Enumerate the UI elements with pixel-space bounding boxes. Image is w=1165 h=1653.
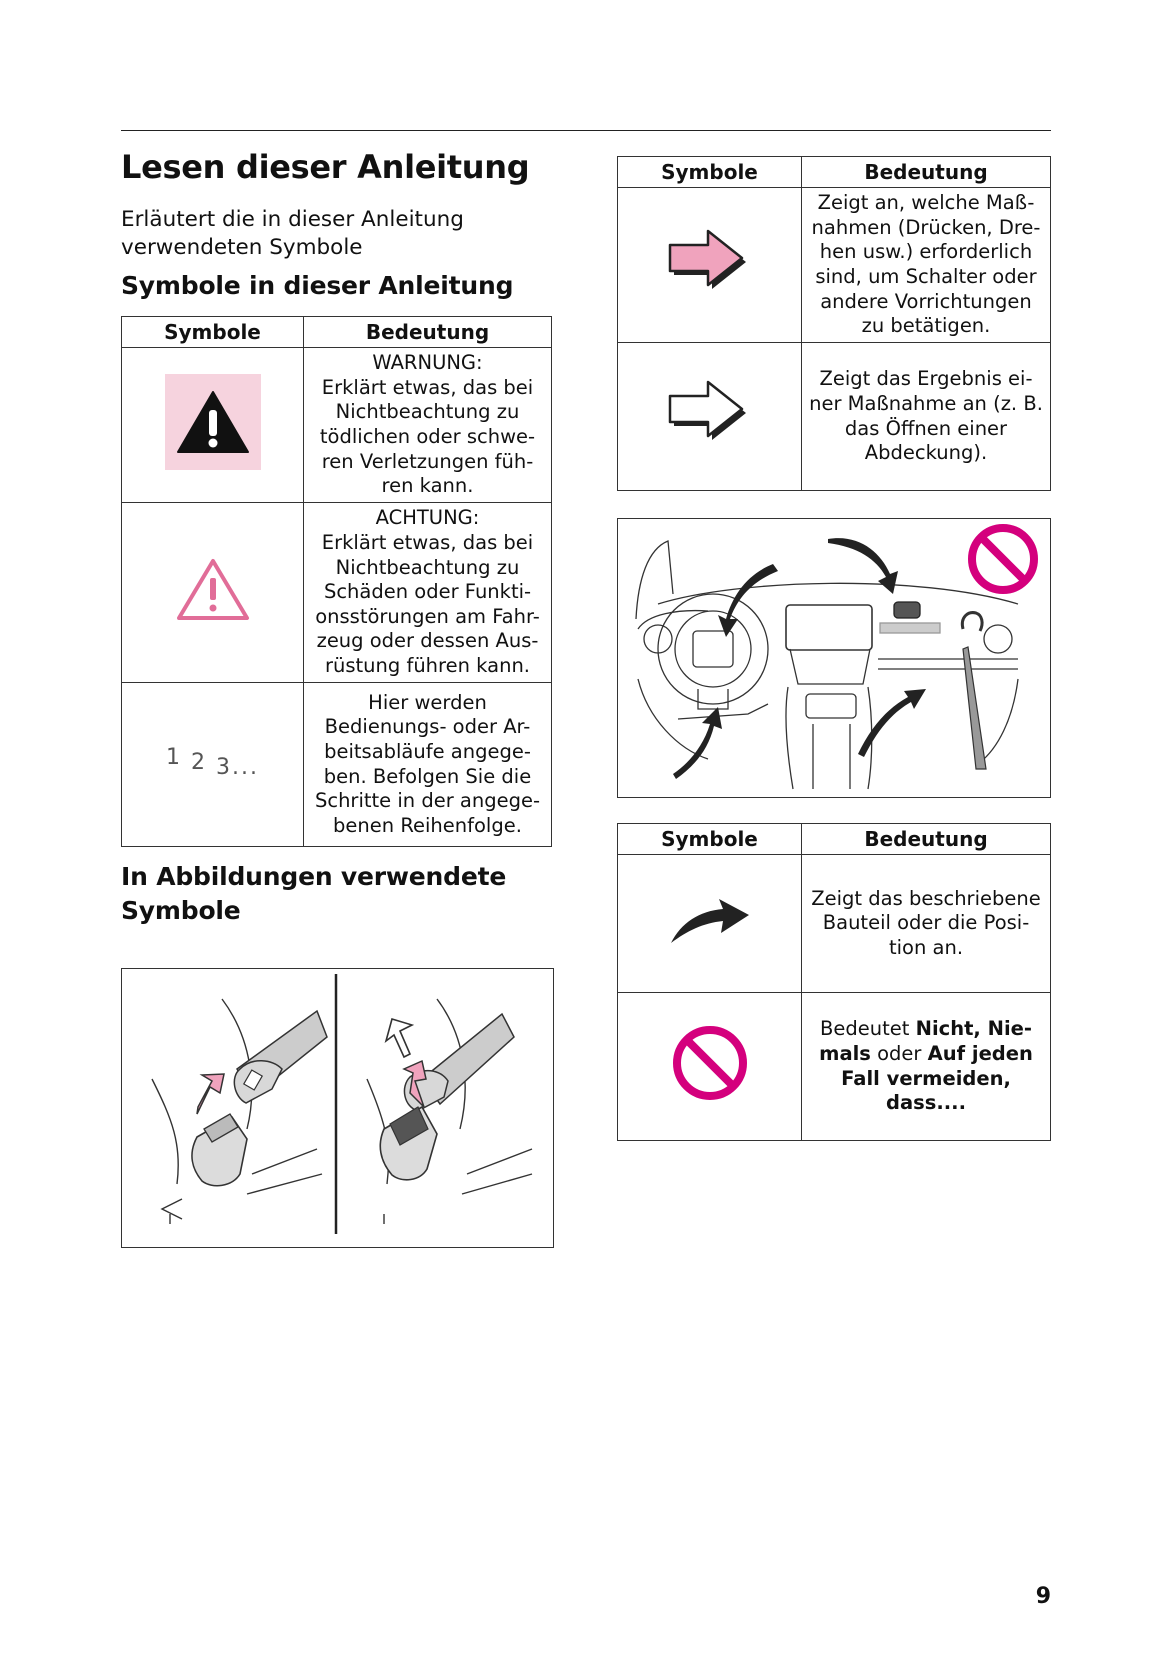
page-number: 9 bbox=[1035, 1584, 1051, 1609]
seatbelt-figure-icon bbox=[122, 969, 553, 1247]
meaning-cell bbox=[304, 348, 552, 503]
steps-desc: Hier werden Bedienungs- oder Ar- beitsabläufe angege- ben. Befolgen Sie die Schritte in der angege- benen Reihenfolge. bbox=[314, 690, 541, 837]
symbol-cell bbox=[122, 683, 304, 847]
meaning-cell bbox=[802, 188, 1051, 343]
prohibited-desc: Bedeutet Nicht, Nie- mals oder Auf jeden Fall vermeiden, dass.... bbox=[819, 1017, 1033, 1115]
action-desc: Zeigt an, welche Maß- nahmen (Drücken, Dre- hen usw.) erforderlich sind, um Schalter oder andere Vorrichtungen zu betätigen. bbox=[811, 191, 1041, 338]
caution-desc: Erklärt etwas, das bei Nichtbeachtung zu Schäden oder Funkti- onsstörungen am Fahr- zeug oder dessen Aus- rüstung führen kann. bbox=[315, 531, 540, 677]
section-title-symbols: Symbole in dieser Anleitung bbox=[121, 271, 514, 300]
table-row bbox=[618, 188, 1051, 343]
meaning-cell bbox=[802, 343, 1051, 491]
table-row bbox=[122, 348, 552, 503]
table-row bbox=[618, 993, 1051, 1141]
col-symbol-header: Symbole bbox=[618, 157, 802, 188]
pointer-arrow-icon bbox=[667, 893, 753, 947]
result-arrow-outline-icon bbox=[668, 380, 752, 446]
page-title: Lesen dieser Anleitung bbox=[121, 148, 530, 186]
action-arrow-pink-icon bbox=[668, 229, 752, 295]
prohibited-icon bbox=[670, 1023, 750, 1103]
table-row bbox=[618, 855, 1051, 993]
symbol-cell bbox=[122, 348, 304, 503]
meaning-cell bbox=[802, 855, 1051, 993]
warning-heading: WARNUNG: bbox=[372, 351, 483, 375]
table-row bbox=[122, 503, 552, 683]
steps-123-icon: 1 2 3... bbox=[166, 745, 259, 781]
action-symbols-table bbox=[617, 156, 1051, 491]
table-row bbox=[618, 343, 1051, 491]
col-symbol-header: Symbole bbox=[618, 824, 802, 855]
symbol-cell bbox=[618, 855, 802, 993]
symbol-cell bbox=[122, 503, 304, 683]
caution-heading: ACHTUNG: bbox=[375, 506, 480, 530]
warning-desc: Erklärt etwas, das bei Nichtbeachtung zu tödlichen oder schwe- ren Verletzungen füh- ren kann. bbox=[319, 375, 536, 498]
cockpit-illustration bbox=[617, 518, 1051, 798]
seatbelt-illustration bbox=[121, 968, 554, 1248]
col-meaning-header: Bedeutung bbox=[304, 317, 552, 348]
symbol-cell bbox=[618, 993, 802, 1141]
pointer-desc: Zeigt das beschriebene Bauteil oder die Posi- tion an. bbox=[811, 886, 1041, 959]
symbols-table bbox=[121, 316, 552, 847]
intro-text: Erläutert die in dieser Anleitung verwendeten Symbole bbox=[121, 207, 464, 260]
meaning-cell bbox=[304, 683, 552, 847]
col-meaning-header: Bedeutung bbox=[802, 824, 1051, 855]
col-meaning-header: Bedeutung bbox=[802, 157, 1051, 188]
section-title-figures: In Abbildungen verwendete Symbole bbox=[121, 862, 507, 925]
caution-triangle-outline-icon bbox=[175, 556, 251, 622]
warning-triangle-filled-icon bbox=[165, 374, 261, 470]
col-symbol-header: Symbole bbox=[122, 317, 304, 348]
meaning-cell bbox=[304, 503, 552, 683]
meaning-cell bbox=[802, 993, 1051, 1141]
figure-symbols-table bbox=[617, 823, 1051, 1141]
table-row bbox=[122, 683, 552, 847]
symbol-cell bbox=[618, 343, 802, 491]
cockpit-figure-icon bbox=[618, 519, 1050, 797]
symbol-cell bbox=[618, 188, 802, 343]
result-desc: Zeigt das Ergebnis ei- ner Maßnahme an (z. B. das Öffnen einer Abdeckung). bbox=[809, 367, 1043, 465]
top-rule bbox=[121, 130, 1051, 131]
